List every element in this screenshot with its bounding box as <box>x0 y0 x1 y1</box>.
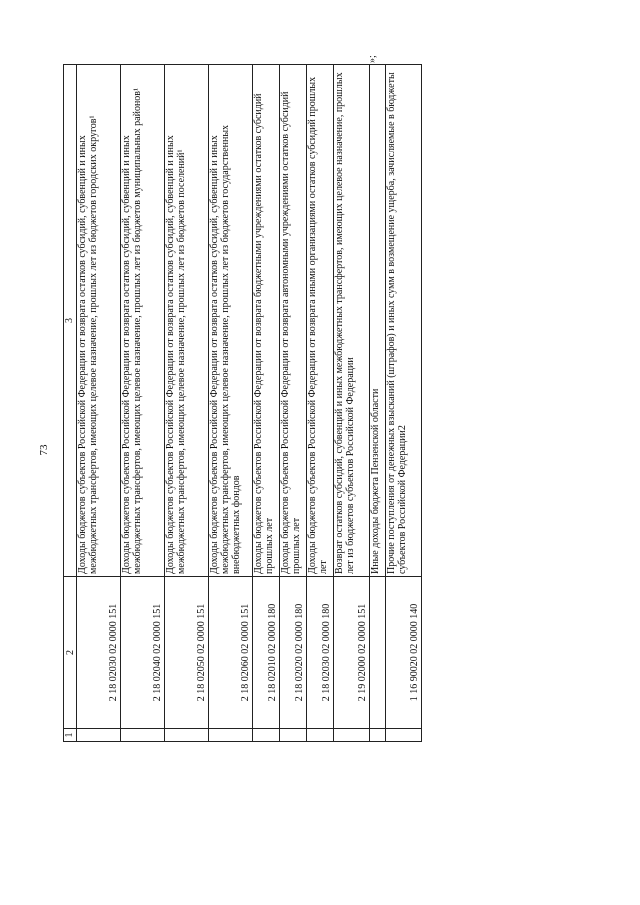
row-code: 2 18 02050 02 0000 151 <box>165 577 209 729</box>
header-col-2: 2 <box>64 577 77 729</box>
row-empty-cell <box>370 729 386 742</box>
row-description: Доходы бюджетов субъектов Российской Федерации от возврата автономными учреждениями остатков субсидий прошлых лет <box>280 65 307 577</box>
header-col-1: 1 <box>64 729 77 742</box>
row-description: Доходы бюджетов субъектов Российской Федерации от возврата иными организациями остатков субсидий прошлых лет <box>307 65 334 577</box>
row-description: Возврат остатков субсидий, субвенций и иных межбюджетных трансфертов, имеющих целевое назначение, прошлых лет из бюджетов субъектов Российской Федерации <box>334 65 370 577</box>
row-empty-cell <box>334 729 370 742</box>
row-code <box>370 577 386 729</box>
row-empty-cell <box>307 729 334 742</box>
table-row <box>307 65 334 742</box>
stray-mark: »; <box>367 55 378 63</box>
row-description: Иные доходы бюджета Пензенской области <box>370 65 386 577</box>
table-row <box>370 65 386 742</box>
table-header-row <box>64 65 77 742</box>
row-description: Доходы бюджетов субъектов Российской Федерации от возврата остатков субсидий, субвенций и иных межбюджетных трансфертов, имеющих целевое назначение, прошлых лет из бюджетов поселений¹ <box>165 65 209 577</box>
row-empty-cell <box>253 729 280 742</box>
row-empty-cell <box>77 729 121 742</box>
row-description: Прочие поступления от денежных взысканий (штрафов) и иных сумм в возмещение ущерба, зачисляемые в бюджеты субъектов Российской Федерации2 <box>386 65 422 577</box>
row-empty-cell <box>280 729 307 742</box>
page-number: 73 <box>38 444 50 456</box>
table-row <box>253 65 280 742</box>
table-row <box>334 65 370 742</box>
table-row <box>209 65 253 742</box>
row-empty-cell <box>209 729 253 742</box>
table-row <box>77 65 121 742</box>
row-code: 2 18 02020 02 0000 180 <box>280 577 307 729</box>
row-code: 1 16 90020 02 0000 140 <box>386 577 422 729</box>
table-row <box>280 65 307 742</box>
revenue-codes-table <box>63 64 422 742</box>
row-empty-cell <box>386 729 422 742</box>
row-code: 2 18 02060 02 0000 151 <box>209 577 253 729</box>
table-row <box>121 65 165 742</box>
table-row <box>165 65 209 742</box>
row-description: Доходы бюджетов субъектов Российской Федерации от возврата остатков субсидий, субвенций и иных межбюджетных трансфертов, имеющих целевое назначение, прошлых лет из бюджетов муниципальных районов¹ <box>121 65 165 577</box>
header-col-3: 3 <box>64 65 77 577</box>
row-empty-cell <box>165 729 209 742</box>
row-description: Доходы бюджетов субъектов Российской Федерации от возврата остатков субсидий, субвенций и иных межбюджетных трансфертов, имеющих целевое назначение, прошлых лет из бюджетов городских округов¹ <box>77 65 121 577</box>
row-code: 2 18 02030 02 0000 151 <box>77 577 121 729</box>
row-code: 2 18 02010 02 0000 180 <box>253 577 280 729</box>
row-description: Доходы бюджетов субъектов Российской Федерации от возврата остатков субсидий, субвенций и иных межбюджетных трансфертов, имеющих целевое назначение, прошлых лет из бюджетов государственных внебюджетных фондов <box>209 65 253 577</box>
table-row <box>386 65 422 742</box>
row-code: 2 18 02030 02 0000 180 <box>307 577 334 729</box>
row-description: Доходы бюджетов субъектов Российской Федерации от возврата бюджетными учреждениями остатков субсидий прошлых лет <box>253 65 280 577</box>
row-empty-cell <box>121 729 165 742</box>
row-code: 2 18 02040 02 0000 151 <box>121 577 165 729</box>
row-code: 2 19 02000 02 0000 151 <box>334 577 370 729</box>
